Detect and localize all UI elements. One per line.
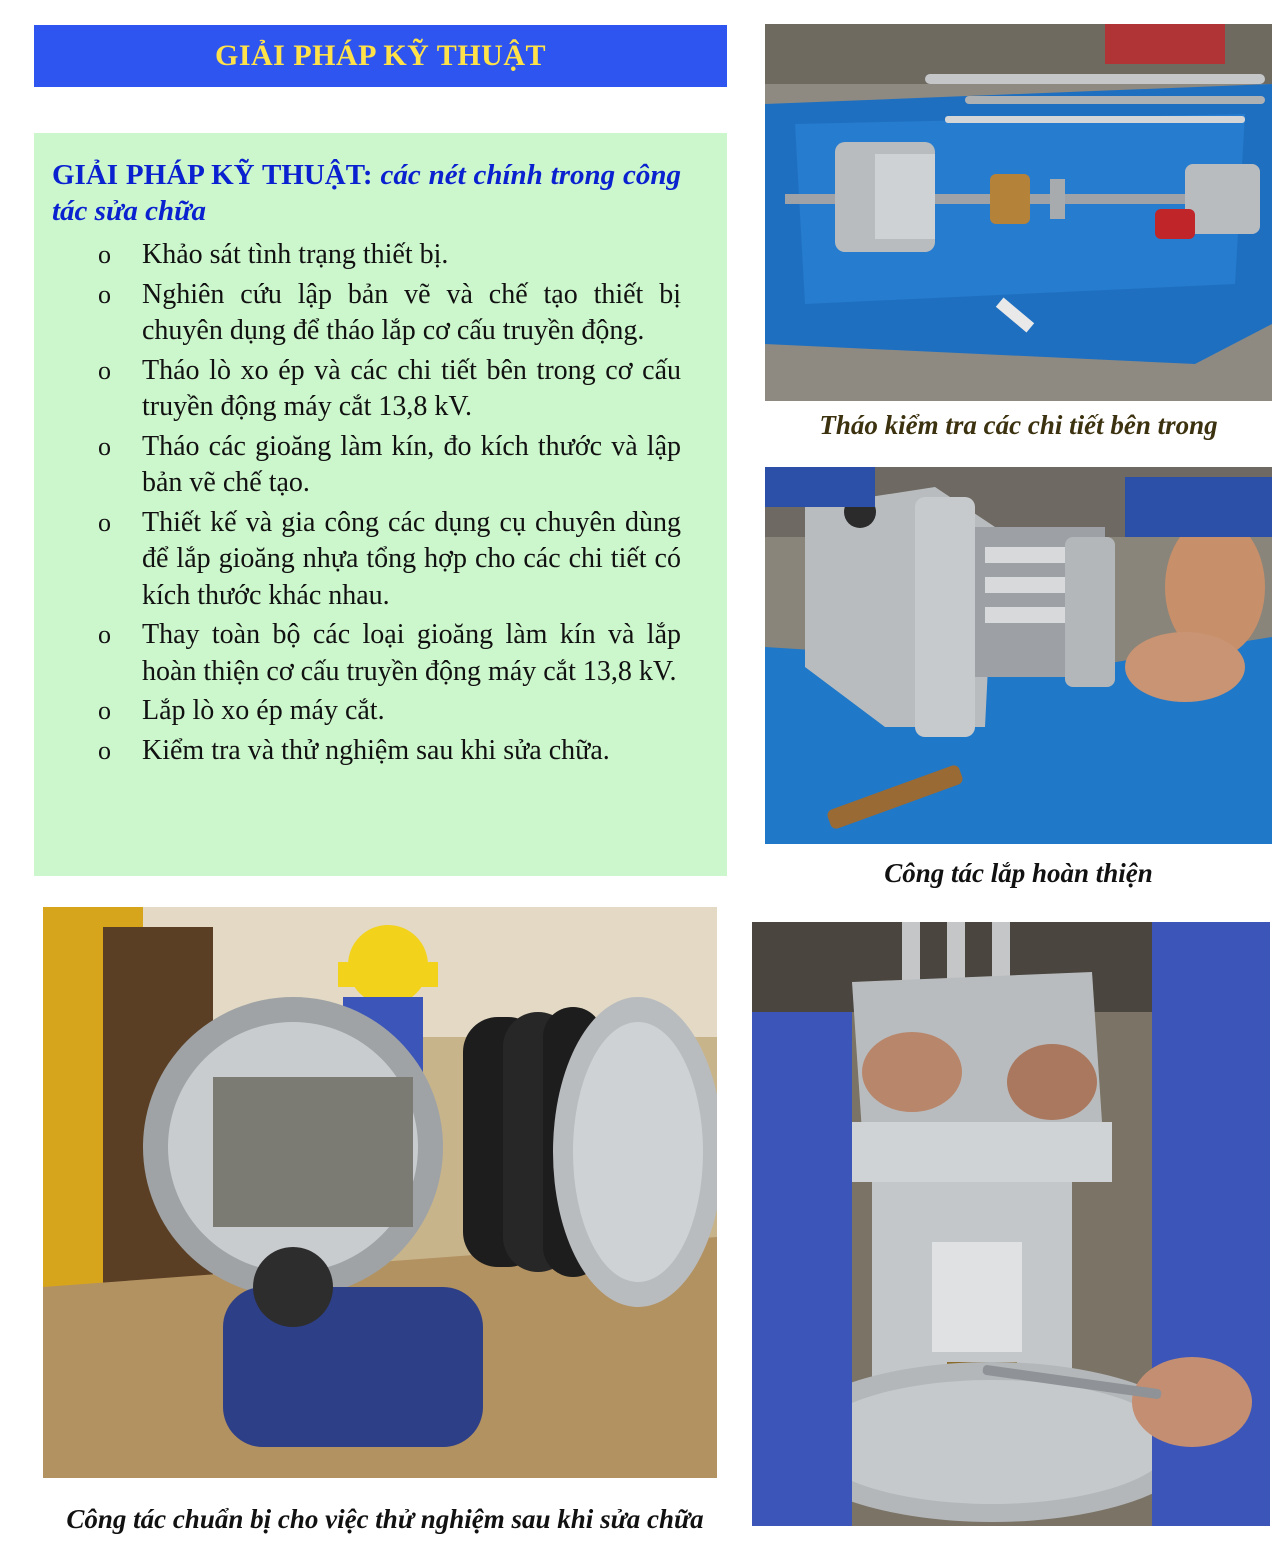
panel-title	[52, 157, 681, 229]
list-item	[52, 733, 681, 770]
bullet-marker: o	[98, 620, 111, 649]
caption-test-preparation: Công tác chuẩn bị cho việc thử nghiệm sau khi sửa chữa	[66, 1504, 704, 1534]
list-item	[52, 693, 681, 730]
list-item-text: Lắp lò xo ép máy cắt.	[142, 695, 385, 726]
bullet-marker: o	[98, 696, 111, 725]
panel-title-italic: các nét chính trong công tác sửa chữa	[52, 159, 681, 227]
list-item	[52, 617, 681, 690]
bullet-marker: o	[98, 355, 111, 385]
list-item-text: Tháo lò xo ép và các chi tiết bên trong cơ cấu truyền động máy cắt 13,8 kV.	[142, 354, 681, 422]
banner-title: GIẢI PHÁP KỸ THUẬT	[215, 39, 546, 72]
list-item	[52, 277, 681, 350]
list-item	[52, 237, 681, 274]
caption-disassembly: Tháo kiểm tra các chi tiết bên trong	[819, 410, 1218, 440]
caption-final-assembly: Công tác lắp hoàn thiện	[884, 858, 1153, 888]
photo-disassembled-parts	[765, 24, 1272, 401]
list-item-text: Tháo các gioăng làm kín, đo kích thước và lập bản vẽ chế tạo.	[142, 430, 681, 498]
bullet-marker: o	[98, 431, 111, 461]
photo-final-assembly	[765, 467, 1272, 844]
page-banner	[34, 25, 727, 87]
list-item	[52, 429, 681, 502]
list-item-text: Thiết kế và gia công các dụng cụ chuyên dùng để lắp gioăng nhựa tổng hợp cho các chi tiết có kích thước khác nhau.	[142, 506, 681, 611]
panel-title-bold: GIẢI PHÁP KỸ THUẬT:	[52, 159, 373, 191]
list-item	[52, 505, 681, 615]
bullet-marker: o	[98, 279, 111, 309]
list-item-text: Thay toàn bộ các loại gioăng làm kín và lắp hoàn thiện cơ cấu truyền động máy cắt 13,8 kV.	[142, 619, 681, 687]
list-item	[52, 353, 681, 426]
bullet-marker: o	[98, 735, 111, 765]
list-item-text: Kiểm tra và thử nghiệm sau khi sửa chữa.	[142, 734, 610, 766]
photo-test-preparation	[43, 907, 717, 1478]
repair-steps-list	[52, 237, 681, 769]
list-item-text: Nghiên cứu lập bản vẽ và chế tạo thiết bị chuyên dụng để tháo lắp cơ cấu truyền động.	[142, 278, 681, 346]
solution-panel	[34, 133, 727, 876]
photo-actuator-work	[752, 922, 1270, 1526]
list-item-text: Khảo sát tình trạng thiết bị.	[142, 239, 449, 270]
bullet-marker: o	[98, 507, 111, 537]
bullet-marker: o	[98, 240, 111, 269]
